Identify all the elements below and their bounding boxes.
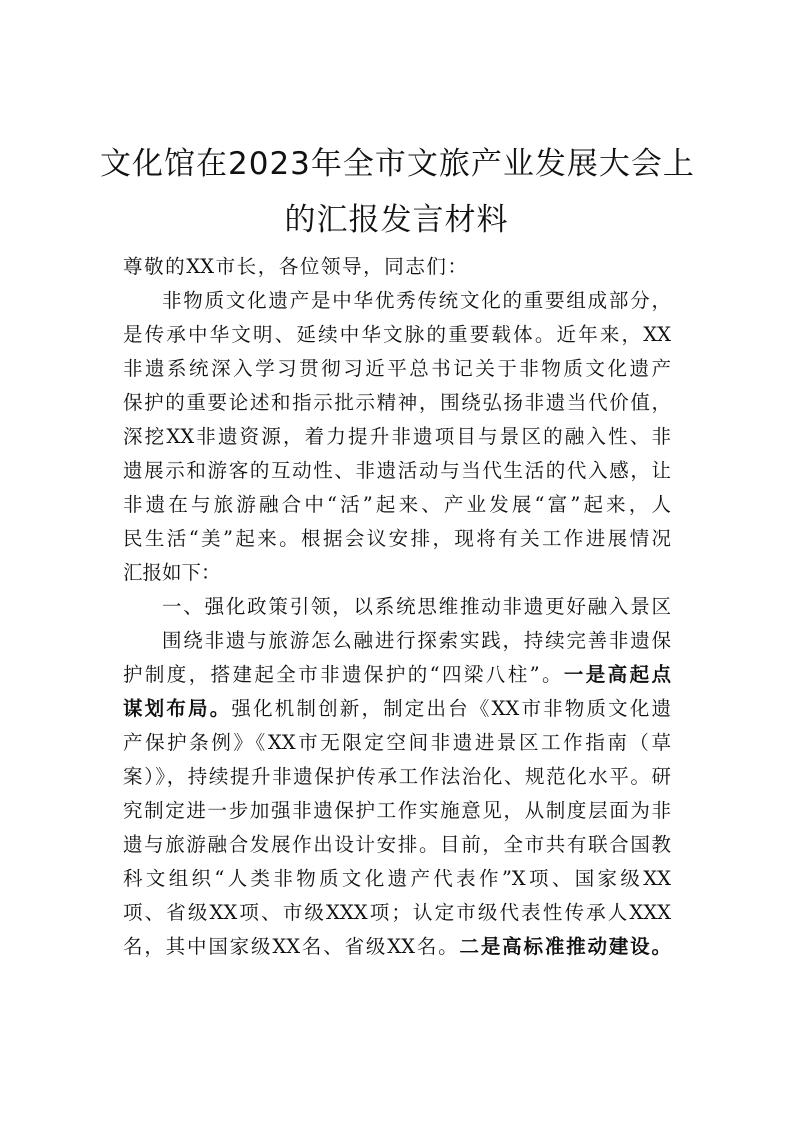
paragraph-text: 强化机制创新，制定出台《XX市非物质文化遗 (231, 697, 671, 720)
paragraph-line (123, 658, 671, 692)
paragraph-text: 护制度，搭建起全市非遗保护的“四梁八柱”。 (123, 663, 564, 686)
paragraph-line: 是传承中华文明、延续中华文脉的重要载体。近年来，XX (123, 323, 671, 346)
paragraph-line: 非遗在与旅游融合中“活”起来、产业发展“富”起来，人 (123, 493, 671, 516)
paragraph-line: 产保护条例》《XX市无限定空间非遗进景区工作指南（草 (123, 731, 671, 754)
paragraph-line: 案）》，持续提升非遗保护传承工作法治化、规范化水平。研 (123, 765, 671, 788)
paragraph-line: 究制定进一步加强非遗保护工作实施意见，从制度层面为非 (123, 799, 671, 822)
paragraph-line: 项、省级XX项、市级XXX项；认定市级代表性传承人XXX (123, 901, 671, 924)
bold-subheading: 一是高起点 (563, 663, 671, 686)
greeting: 尊敬的XX市长，各位领导，同志们： (123, 255, 467, 278)
paragraph-line: 民生活“美”起来。根据会议安排，现将有关工作进展情况 (123, 527, 671, 550)
paragraph-line: 围绕非遗与旅游怎么融进行探索实践，持续完善非遗保 (162, 629, 671, 652)
bold-subheading: 二是高标准推动建设。 (459, 935, 671, 958)
paragraph-line: 遗与旅游融合发展作出设计安排。目前，全市共有联合国教 (123, 833, 671, 856)
paragraph-line: 汇报如下： (123, 561, 221, 584)
paragraph-line (123, 930, 671, 964)
paragraph-line: 遗展示和游客的互动性、非遗活动与当代生活的代入感，让 (123, 459, 671, 482)
document-title-line-2: 的汇报发言材料 (284, 202, 509, 238)
bold-subheading: 谋划布局。 (123, 697, 232, 720)
paragraph-line: 深挖XX非遗资源，着力提升非遗项目与景区的融入性、非 (123, 425, 671, 448)
paragraph-line: 非遗系统深入学习贯彻习近平总书记关于非物质文化遗产 (123, 357, 671, 380)
paragraph-line: 科文组织“人类非物质文化遗产代表作”X项、国家级XX (123, 867, 671, 890)
document-title-line-1: 文化馆在2023年全市文旅产业发展大会上 (100, 146, 695, 182)
paragraph-line: 保护的重要论述和指示批示精神，围绕弘扬非遗当代价值， (123, 391, 671, 414)
paragraph-line (123, 692, 671, 726)
paragraph-text: 名，其中国家级XX名、省级XX名。 (123, 935, 460, 958)
paragraph-line: 非物质文化遗产是中华优秀传统文化的重要组成部分， (162, 289, 671, 312)
section-heading: 一、强化政策引领，以系统思维推动非遗更好融入景区 (162, 595, 671, 618)
